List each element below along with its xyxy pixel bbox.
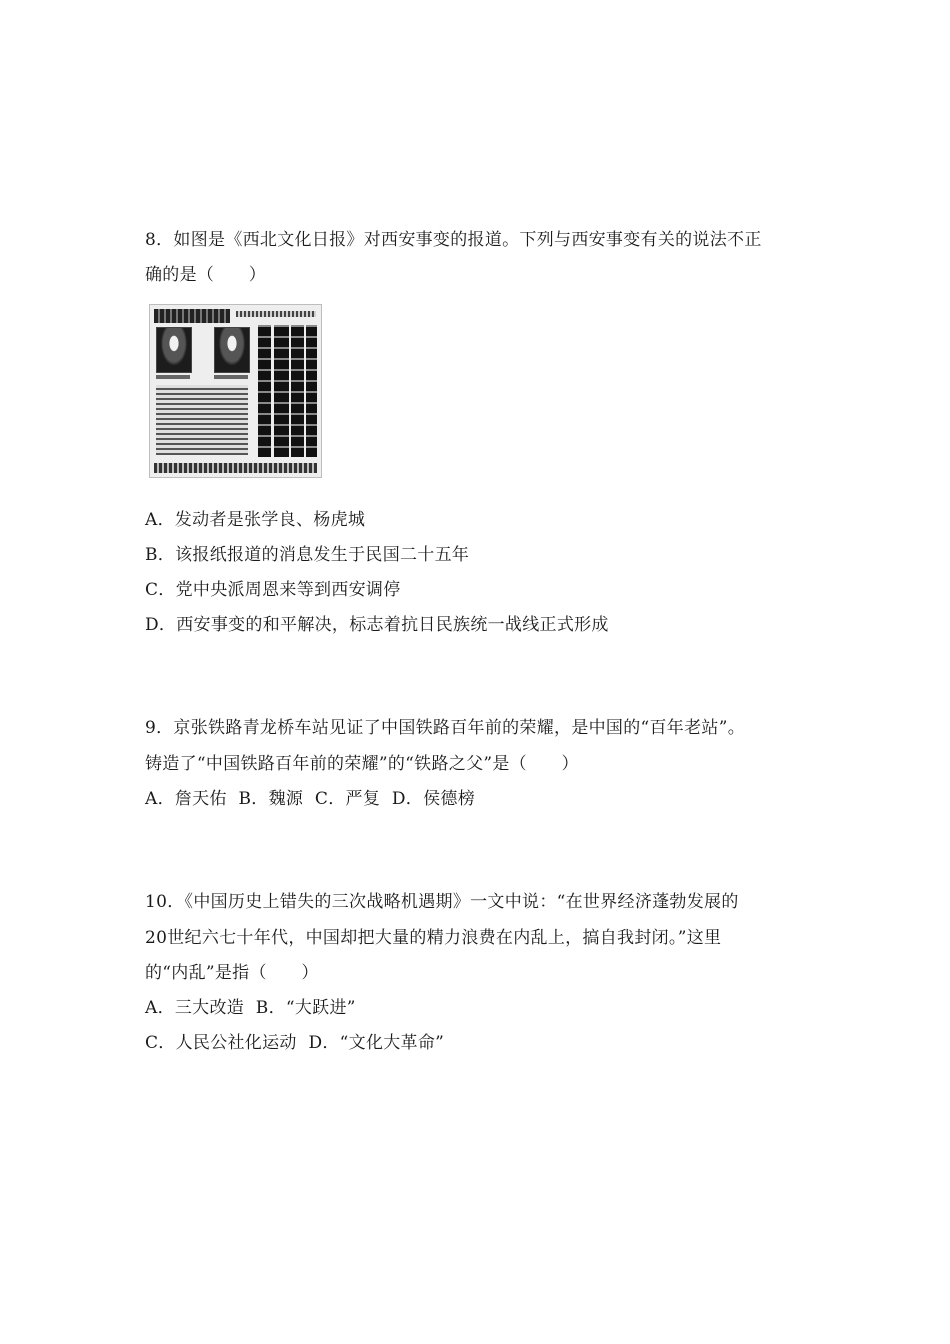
headline-column [274,325,289,457]
newspaper-masthead [154,309,230,323]
article-text-block [156,385,248,455]
question-8-option-a: A．发动者是张学良、杨虎城 [145,510,366,530]
question-10-stem-line-2: 20世纪六七十年代，中国却把大量的精力浪费在内乱上，搞自我封闭。”这里 [145,928,722,948]
newspaper-clipping-image [149,304,322,478]
question-10-stem-line-1: 10．《中国历史上错失的三次战略机遇期》一文中说：“在世界经济蓬勃发展的 [145,892,739,912]
question-10-option-d: D．“文化大革命” [308,1033,445,1053]
newspaper-dateline [236,311,316,317]
question-9-option-a: A．詹天佑 [145,789,227,809]
question-9-stem-line-1: 9．京张铁路青龙桥车站见证了中国铁路百年前的荣耀，是中国的“百年老站”。 [145,718,745,738]
question-8-option-c: C．党中央派周恩来等到西安调停 [145,580,401,600]
portrait-photo [156,327,192,373]
photo-caption [214,375,248,379]
question-8-option-b: B．该报纸报道的消息发生于民国二十五年 [145,545,470,565]
question-9-option-c: C．严复 [314,789,381,809]
question-8-option-d: D．西安事变的和平解决，标志着抗日民族统一战线正式形成 [145,615,609,635]
question-10-options-row-1 [145,997,356,1019]
question-8-stem-line-2: 确的是（ ） [145,265,267,285]
question-10-option-a: A．三大改造 [145,998,245,1018]
question-9-options [145,788,475,810]
question-8-stem-line-1: 8．如图是《西北文化日报》对西安事变的报道。下列与西安事变有关的说法不正 [145,230,762,250]
question-9-option-b: B．魏源 [238,789,304,809]
question-10-option-c: C．人民公社化运动 [145,1033,297,1053]
question-10-option-b: B．“大跃进” [255,998,356,1018]
question-10-stem-line-3: 的“内乱”是指（ ） [145,963,319,983]
headline-column [291,325,304,457]
question-10-options-row-2 [145,1032,444,1054]
portrait-photo [214,327,250,373]
newspaper-footer [154,463,317,473]
photo-caption [156,375,190,379]
question-9-option-d: D．侯德榜 [391,789,475,809]
question-9-stem-line-2: 铸造了“中国铁路百年前的荣耀”的“铁路之父”是（ ） [145,754,579,774]
headline-column [258,325,271,457]
headline-column [306,325,317,457]
